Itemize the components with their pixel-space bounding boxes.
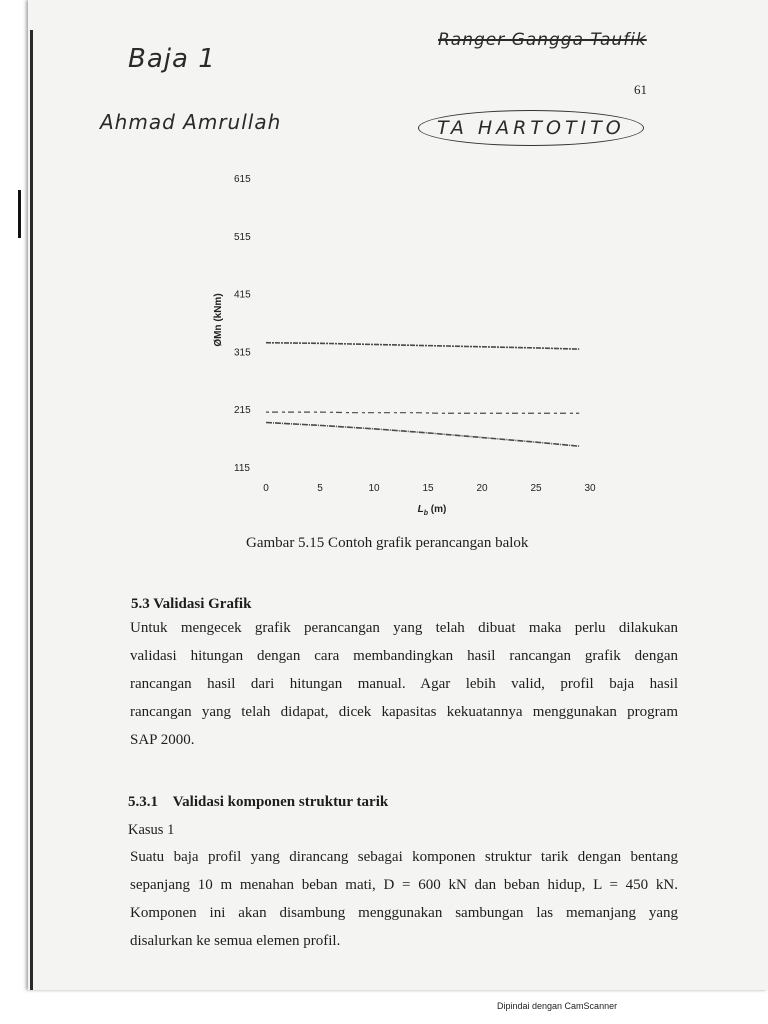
series-line-2: [266, 412, 579, 413]
y-tick-label: 515: [234, 231, 251, 243]
figure-caption: Gambar 5.15 Contoh grafik perancangan balok: [246, 535, 529, 551]
x-tick-label: 0: [263, 483, 269, 494]
section-heading: 5.3 Validasi Grafik: [131, 596, 252, 612]
y-tick-label: 615: [234, 174, 251, 185]
x-tick-label: 5: [317, 483, 323, 494]
x-tick-label: 30: [584, 483, 596, 494]
paragraph-line: SAP 2000.: [130, 732, 195, 748]
series-line-3: [266, 422, 579, 446]
y-tick-label: 315: [234, 347, 251, 359]
y-tick-label: 115: [234, 463, 250, 474]
x-tick-label: 25: [530, 483, 542, 494]
paragraph-line: Komponen ini akan disambung menggunakan sambungan las memanjang yang: [130, 905, 678, 921]
subsection-heading: 5.3.1 Validasi komponen struktur tarik: [128, 794, 389, 810]
x-axis-label: $L_b$ (m): [417, 504, 447, 517]
y-tick-label: 215: [234, 405, 251, 417]
paragraph-line: validasi hitungan dengan cara membandingkan hasil rancangan grafik dengan: [130, 648, 678, 664]
paragraph-line: rancangan hasil dari hitungan manual. Agar lebih valid, profil baja hasil: [130, 676, 678, 692]
y-axis-label: ØMn (kNm): [213, 293, 224, 347]
series-line-1: [266, 343, 579, 349]
paragraph-line: Suatu baja profil yang dirancang sebagai komponen struktur tarik dengan bentang: [130, 849, 678, 865]
section-paragraph: [130, 614, 678, 754]
subsection-paragraph: [130, 843, 678, 955]
x-tick-label: 10: [368, 483, 380, 494]
design-chart: [200, 165, 610, 525]
handwritten-course: Baja 1: [128, 44, 216, 74]
paragraph-line: rancangan yang telah didapat, dicek kapasitas kekuatannya menggunakan program: [130, 704, 678, 720]
x-tick-label: 15: [422, 483, 434, 494]
paragraph-line: Untuk mengecek grafik perancangan yang telah dibuat maka perlu dilakukan: [130, 620, 678, 636]
x-tick-labels: [263, 483, 596, 494]
page-number: 61: [634, 82, 647, 97]
case-label: Kasus 1: [128, 822, 175, 838]
y-tick-label: 415: [234, 289, 251, 301]
handwritten-author: Ahmad Amrullah: [100, 110, 282, 134]
x-tick-label: 20: [476, 483, 488, 494]
margin-mark: [18, 190, 21, 238]
handwritten-struck-text: Ranger Gangga Taufik: [438, 30, 647, 50]
y-tick-labels: [234, 174, 251, 474]
series-lines: [266, 343, 579, 446]
handwritten-margin-note: TA HARTOTITO: [418, 110, 644, 146]
scanner-footer: Dipindai dengan CamScanner: [497, 1001, 618, 1011]
paragraph-line: sepanjang 10 m menahan beban mati, D = 600 kN dan beban hidup, L = 450 kN.: [130, 877, 678, 893]
paragraph-line: disalurkan ke semua elemen profil.: [130, 933, 341, 949]
page-binding-edge: [30, 30, 33, 990]
